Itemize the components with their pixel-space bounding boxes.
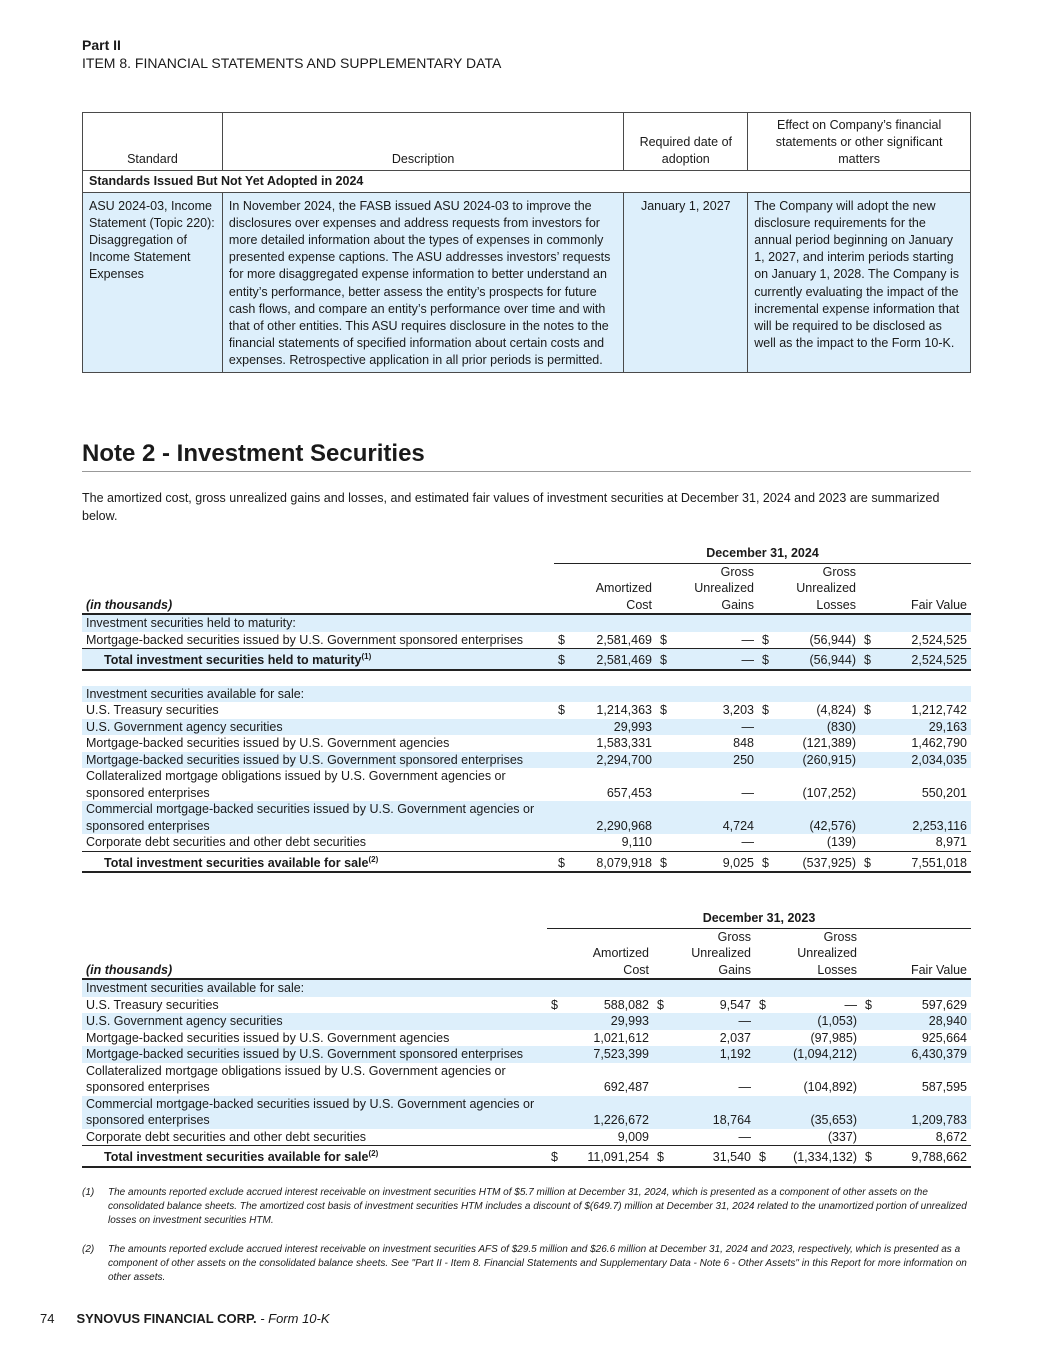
cell-amortized-cost: 8,079,918 (568, 851, 656, 872)
cell-fair-value: 2,253,116 (874, 801, 971, 834)
currency-symbol: $ (660, 632, 667, 647)
currency-symbol: $ (864, 632, 871, 647)
cell-unrealized-losses: (107,252) (802, 785, 856, 800)
currency-symbol: $ (656, 851, 670, 872)
currency-symbol: $ (758, 649, 772, 670)
cell-fair-value: 1,209,783 (875, 1096, 971, 1129)
col-amortized-cost: Amortized Cost (554, 563, 656, 614)
cell-unrealized-gains: — (741, 835, 754, 850)
col-unrealized-gains: Gross Unrealized Gains (656, 563, 758, 614)
investment-table-2024 (82, 545, 971, 873)
cell-amortized-cost: 588,082 (603, 997, 649, 1012)
table-row (82, 768, 971, 801)
currency-symbol: $ (656, 649, 670, 670)
section-label: Investment securities available for sale: (82, 686, 554, 703)
cell-unrealized-gains: — (741, 632, 754, 647)
row-label: Collateralized mortgage obligations issued by U.S. Government agencies or sponsored enterprises (86, 769, 506, 800)
cell-unrealized-gains: — (667, 1013, 755, 1030)
cell-fair-value: 1,212,742 (911, 703, 967, 718)
col-fair-value: Fair Value (861, 928, 971, 979)
period-header: December 31, 2023 (547, 910, 971, 928)
table-row (82, 1046, 971, 1063)
cell-amortized-cost: 1,214,363 (596, 703, 652, 718)
cell-fair-value: 550,201 (921, 785, 967, 800)
cell-fair-value: 7,551,018 (874, 851, 971, 872)
total-row (82, 649, 971, 670)
table-row (82, 1063, 971, 1096)
cell-unrealized-gains: — (670, 719, 758, 736)
cell-unrealized-losses: (42,576) (772, 801, 860, 834)
company-name: SYNOVUS FINANCIAL CORP. (76, 1311, 257, 1326)
cell-unrealized-gains: — (670, 649, 758, 670)
footnote-1 (82, 1186, 971, 1228)
cell-fair-value: 6,430,379 (875, 1046, 971, 1063)
total-label: Total investment securities held to maturity$^{(1)}$ (82, 649, 554, 670)
cell-unrealized-gains: 848 (733, 736, 754, 751)
table-row (82, 834, 971, 851)
cell-fair-value: 29,163 (874, 719, 971, 736)
header-required-date: Required date of adoption (624, 113, 748, 171)
cell-amortized-cost: 29,993 (568, 719, 656, 736)
cell-fair-value: 1,462,790 (911, 736, 967, 751)
cell-fair-value: 925,664 (921, 1030, 967, 1045)
cell-unrealized-gains: 9,547 (719, 997, 751, 1012)
cell-amortized-cost: 2,581,469 (596, 632, 652, 647)
standards-table (82, 112, 971, 373)
cell-amortized-cost: 7,523,399 (561, 1046, 653, 1063)
cell-amortized-cost: 2,294,700 (568, 752, 656, 769)
table-row (82, 735, 971, 752)
row-label: Mortgage-backed securities issued by U.S. Government sponsored enterprises (82, 1046, 547, 1063)
cell-unrealized-gains: 1,192 (667, 1046, 755, 1063)
cell-fair-value: 597,629 (921, 997, 967, 1012)
currency-symbol: $ (865, 997, 872, 1012)
description-cell: In November 2024, the FASB issued ASU 2024-03 to improve the disclosures over expenses and address requests from investors for more detailed information about the types of expenses in commonly presented expense captions. The ASU addresses investors’ requests for more disaggregated expense information to better understand an entity’s performance, better assess the entity’s prospects for future cash flows, and compare an entity’s performance over time and with that of other entities. This ASU requires disclosure in the notes to the financial statements of specified information about certain costs and expenses. Retrospective application in all prior periods is permitted. (222, 192, 623, 372)
currency-symbol: $ (762, 703, 769, 718)
col-fair-value: Fair Value (860, 563, 971, 614)
item-label: ITEM 8. FINANCIAL STATEMENTS AND SUPPLEMENTARY DATA (82, 55, 502, 71)
note-title: Note 2 - Investment Securities (82, 440, 425, 467)
cell-unrealized-gains: — (738, 1129, 751, 1144)
header-standard: Standard (83, 113, 223, 171)
col-unrealized-losses: Gross Unrealized Losses (758, 563, 860, 614)
table-row (82, 752, 971, 769)
cell-unrealized-gains: 4,724 (670, 801, 758, 834)
period-header: December 31, 2024 (554, 545, 971, 563)
table-row (82, 1013, 971, 1030)
header-effect: Effect on Company’s financial statements or other significant matters (748, 113, 971, 171)
cell-unrealized-losses: (830) (772, 719, 860, 736)
cell-unrealized-losses: (56,944) (772, 649, 860, 670)
cell-amortized-cost: 9,110 (621, 835, 652, 850)
cell-unrealized-losses: (104,892) (803, 1080, 857, 1094)
currency-symbol: $ (554, 649, 568, 670)
currency-symbol: $ (860, 649, 874, 670)
currency-symbol: $ (554, 851, 568, 872)
col-amortized-cost: Amortized Cost (547, 928, 653, 979)
row-label: Mortgage-backed securities issued by U.S. Government sponsored enterprises (86, 632, 524, 647)
row-label: Commercial mortgage-backed securities issued by U.S. Government agencies or sponsored enterprises (82, 1096, 547, 1129)
currency-symbol: $ (558, 703, 565, 718)
cell-unrealized-losses: (139) (826, 835, 856, 850)
cell-amortized-cost: 29,993 (561, 1013, 653, 1030)
cell-amortized-cost: 2,290,968 (568, 801, 656, 834)
row-label: U.S. Treasury securities (86, 703, 219, 718)
part-label: Part II (82, 37, 121, 53)
row-label: Mortgage-backed securities issued by U.S. Government agencies (86, 736, 450, 751)
cell-unrealized-losses: (1,334,132) (769, 1146, 861, 1167)
standard-cell: ASU 2024-03, Income Statement (Topic 220): Disaggregation of Income Statement Expenses (83, 192, 223, 372)
cell-unrealized-gains: 250 (670, 752, 758, 769)
currency-symbol: $ (558, 632, 565, 647)
cell-unrealized-losses: (56,944) (809, 632, 856, 647)
cell-unrealized-losses: (1,094,212) (769, 1046, 861, 1063)
total-label: Total investment securities available for sale$^{(2)}$ (82, 1146, 547, 1167)
cell-unrealized-losses: (337) (827, 1129, 857, 1144)
currency-symbol: $ (660, 703, 667, 718)
cell-unrealized-losses: (35,653) (769, 1096, 861, 1129)
total-row (82, 851, 971, 872)
table-row (82, 801, 971, 834)
cell-amortized-cost: 692,487 (603, 1080, 649, 1094)
cell-unrealized-gains: — (741, 785, 754, 800)
cell-fair-value: 9,788,662 (875, 1146, 971, 1167)
row-label: Corporate debt securities and other debt securities (86, 835, 367, 850)
row-label: Mortgage-backed securities issued by U.S. Government sponsored enterprises (82, 752, 554, 769)
cell-fair-value: 2,524,525 (874, 649, 971, 670)
currency-symbol: $ (758, 851, 772, 872)
cell-fair-value: 8,672 (935, 1129, 967, 1144)
header-description: Description (222, 113, 623, 171)
table-row (82, 632, 971, 649)
col-unrealized-losses: Gross Unrealized Losses (755, 928, 861, 979)
form-type: - Form 10-K (256, 1311, 330, 1326)
cell-unrealized-losses: (1,053) (769, 1013, 861, 1030)
cell-amortized-cost: 11,091,254 (561, 1146, 653, 1167)
cell-unrealized-losses: (121,389) (802, 736, 856, 751)
cell-unrealized-losses: (260,915) (772, 752, 860, 769)
cell-fair-value: 8,971 (935, 835, 967, 850)
cell-fair-value: 587,595 (921, 1080, 967, 1094)
table-row (82, 1096, 971, 1129)
cell-fair-value: 2,034,035 (874, 752, 971, 769)
row-label: Mortgage-backed securities issued by U.S. Government agencies (86, 1030, 450, 1045)
currency-symbol: $ (762, 632, 769, 647)
currency-symbol: $ (755, 1146, 769, 1167)
table-row (82, 997, 971, 1014)
cell-unrealized-gains: 18,764 (667, 1096, 755, 1129)
total-row (82, 1146, 971, 1167)
page-header (82, 37, 501, 72)
cell-amortized-cost: 1,226,672 (561, 1096, 653, 1129)
row-label: U.S. Treasury securities (86, 997, 219, 1012)
row-label: Corporate debt securities and other debt securities (86, 1129, 367, 1144)
row-label: Commercial mortgage-backed securities issued by U.S. Government agencies or sponsored enterprises (82, 801, 554, 834)
cell-unrealized-losses: — (844, 997, 857, 1012)
currency-symbol: $ (864, 703, 871, 718)
cell-fair-value: 28,940 (875, 1013, 971, 1030)
row-label: Collateralized mortgage obligations issued by U.S. Government agencies or sponsored enterprises (86, 1063, 506, 1094)
unit-label: (in thousands) (82, 563, 554, 614)
cell-amortized-cost: 2,581,469 (568, 649, 656, 670)
cell-unrealized-gains: 9,025 (670, 851, 758, 872)
section-label: Investment securities available for sale: (82, 979, 547, 997)
footnote-text: The amounts reported exclude accrued interest receivable on investment securities HTM of $5.7 million at December 31, 2024, which is presented as a component of other assets on the consolidated balance sheets. The amortized cost basis of investment securities HTM includes a discount of $(649.7) million at December 31, 2024 related to the unamortized portion of unrealized losses on investment securities HTM. (108, 1187, 967, 1226)
footnote-mark: (2) (82, 1244, 95, 1255)
currency-symbol: $ (653, 1146, 667, 1167)
cell-unrealized-losses: (97,985) (810, 1030, 857, 1045)
section-label: Investment securities held to maturity: (82, 614, 554, 632)
cell-amortized-cost: 1,583,331 (596, 736, 652, 751)
currency-symbol: $ (759, 997, 766, 1012)
cell-amortized-cost: 9,009 (617, 1129, 649, 1144)
cell-unrealized-losses: (537,925) (772, 851, 860, 872)
currency-symbol: $ (861, 1146, 875, 1167)
currency-symbol: $ (547, 1146, 561, 1167)
currency-symbol: $ (860, 851, 874, 872)
cell-unrealized-gains: — (738, 1080, 751, 1094)
unit-label: (in thousands) (82, 928, 547, 979)
date-cell: January 1, 2027 (624, 192, 748, 372)
cell-unrealized-losses: (4,824) (816, 703, 856, 718)
cell-fair-value: 2,524,525 (911, 632, 967, 647)
cell-amortized-cost: 657,453 (606, 785, 652, 800)
note-divider (82, 471, 971, 472)
table-row (82, 702, 971, 719)
cell-unrealized-gains: 31,540 (667, 1146, 755, 1167)
col-unrealized-gains: Gross Unrealized Gains (653, 928, 755, 979)
footnote-mark: (1) (82, 1187, 95, 1198)
footnote-text: The amounts reported exclude accrued interest receivable on investment securities AFS of $29.5 million and $26.6 million at December 31, 2024 and 2023, respectively, which is presented as a component of other assets on the consolidated balance sheets. See "Part II - Item 8. Financial Statements and Supplementary Data - Note 6 - Other Assets" in this Report for more information on other assets. (108, 1244, 967, 1283)
table-row (82, 719, 971, 736)
page-footer (40, 1311, 330, 1327)
row-label: U.S. Government agency securities (82, 1013, 547, 1030)
table-row (82, 1129, 971, 1146)
note-intro: The amortized cost, gross unrealized gains and losses, and estimated fair values of investment securities at December 31, 2024 and 2023 are summarized below. (82, 491, 940, 523)
cell-amortized-cost: 1,021,612 (593, 1030, 649, 1045)
investment-table-2023 (82, 910, 971, 1168)
total-label: Total investment securities available for sale$^{(2)}$ (82, 851, 554, 872)
section-heading: Standards Issued But Not Yet Adopted in 2024 (83, 170, 971, 192)
footnote-2 (82, 1243, 971, 1285)
page-number: 74 (40, 1311, 55, 1326)
cell-unrealized-gains: 3,203 (722, 703, 754, 718)
currency-symbol: $ (551, 997, 558, 1012)
row-label: U.S. Government agency securities (82, 719, 554, 736)
table-row (82, 1030, 971, 1047)
cell-unrealized-gains: 2,037 (719, 1030, 751, 1045)
currency-symbol: $ (657, 997, 664, 1012)
effect-cell: The Company will adopt the new disclosure requirements for the annual period beginning on January 1, 2027, and interim periods starting on January 1, 2028. The Company is currently evaluating the impact of the incremental expense information that will be required to be disclosed as well as the impact to the Form 10-K. (748, 192, 971, 372)
